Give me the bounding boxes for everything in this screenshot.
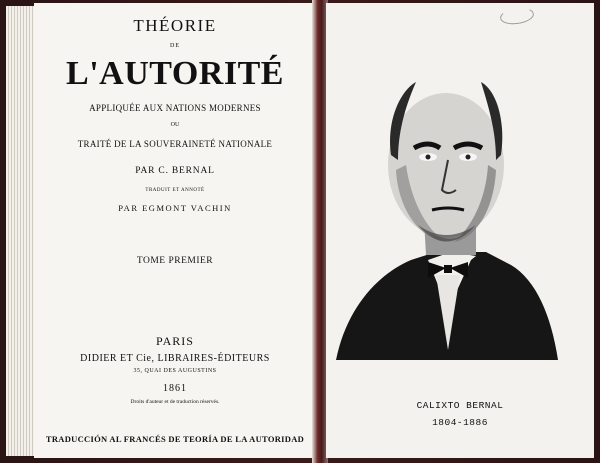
address-line: 35, QUAI DES AUGUSTINS	[133, 368, 217, 374]
portrait-name: CALIXTO BERNAL	[416, 400, 504, 411]
author-line: PAR C. BERNAL	[135, 166, 215, 176]
title-top: THÉORIE	[133, 16, 217, 35]
subtitle: APPLIQUÉE AUX NATIONS MODERNES	[89, 103, 261, 113]
subtitle-ou: OU	[170, 122, 180, 128]
title-main: L'AUTORITÉ	[66, 55, 284, 92]
caption-line: TRADUCCIÓN AL FRANCÉS DE TEORÍA DE LA AUTORIDAD	[45, 434, 305, 444]
page-edges	[6, 6, 36, 456]
portrait-image	[336, 60, 558, 370]
translator-line: PAR EGMONT VACHIN	[118, 203, 232, 213]
rights-line: Droits d'auteur et de traduction réservés.	[130, 399, 220, 405]
left-page	[34, 3, 316, 458]
translated-note: TRADUIT ET ANNOTÉ	[145, 188, 205, 193]
portrait-dates: 1804-1886	[432, 417, 488, 428]
publisher-line: DIDIER ET Cie, LIBRAIRES-ÉDITEURS	[80, 353, 270, 364]
volume-line: TOME PREMIER	[136, 256, 214, 266]
year-line: 1861	[163, 383, 187, 394]
subtitle-2: TRAITÉ DE LA SOUVERAINETÉ NATIONALE	[77, 139, 273, 149]
title-de: DE	[170, 43, 180, 49]
city-line: PARIS	[156, 334, 194, 348]
